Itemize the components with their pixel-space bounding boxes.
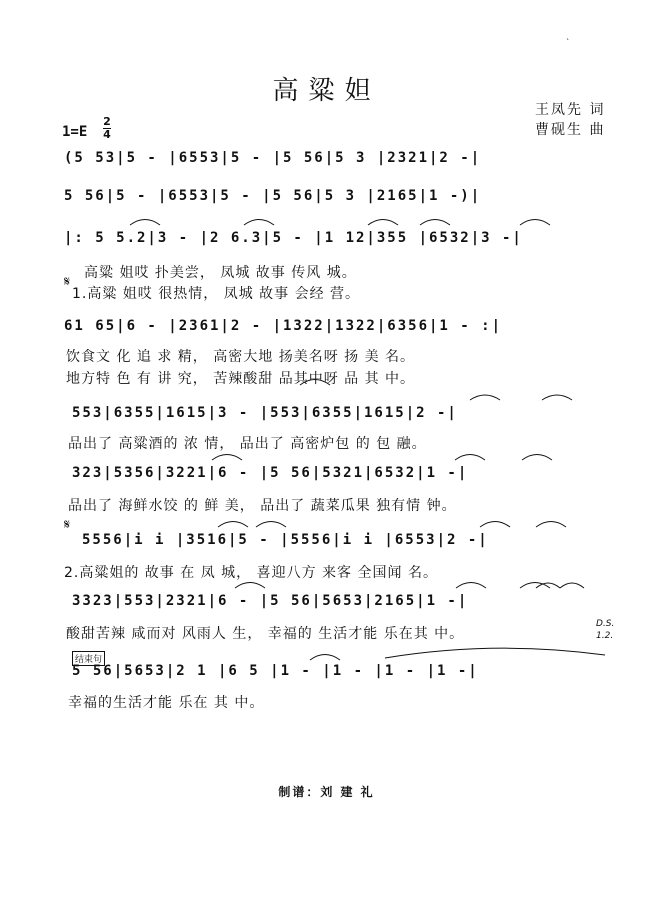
- song-title: 高粱妲: [272, 76, 381, 106]
- lyric-line-6: 品出了 海鲜水饺 的 鲜 美， 品出了 蔬菜瓜果 独有情 钟。: [68, 498, 457, 514]
- lyric-line-3b: 1.高粱 姐哎 很热情， 凤城 故事 会经 营。: [72, 286, 361, 302]
- staff-line-3: |: 5 5.2|3 - |2 6.3|5 - |1 12|355 |6532|3 -|: [64, 230, 523, 246]
- staff-line-6: 323|5356|3221|6 - |5 56|5321|6532|1 -|: [72, 465, 469, 481]
- lyricist-credit: 王凤先 词: [535, 102, 606, 118]
- staff-line-7: 5556|i i |3516|5 - |5556|i i |6553|2 -|: [82, 532, 489, 548]
- time-signature-top: 2: [103, 115, 111, 128]
- key-signature: 1=E: [62, 124, 88, 140]
- lyric-line-4a: 饮食文 化 追 求 精， 高密大地 扬美名呀 扬 美 名。: [66, 349, 416, 365]
- lyric-line-9: 幸福的生活才能 乐在 其 中。: [68, 695, 265, 711]
- corner-mark: `: [566, 38, 570, 47]
- lyric-line-4b: 地方特 色 有 讲 究， 苦辣酸甜 品其中呀 品 其 中。: [66, 371, 416, 387]
- staff-line-8: 3323|553|2321|6 - |5 56|5653|2165|1 -|: [72, 593, 469, 609]
- staff-line-9: 5 56|5653|2 1 |6 5 |1 - |1 - |1 - |1 -|: [72, 663, 479, 679]
- composer-credit: 曹砚生 曲: [535, 122, 606, 138]
- lyric-line-5: 品出了 高粱酒的 浓 情， 品出了 高密炉包 的 包 融。: [68, 436, 427, 452]
- ending-label: 结束句: [72, 651, 105, 666]
- lyric-line-3a: 高粱 姐哎 扑美尝， 凤城 故事 传风 城。: [84, 265, 357, 281]
- time-signature-bottom: 4: [103, 128, 111, 141]
- segno-1: 𝄋: [64, 274, 71, 290]
- staff-line-5: 553|6355|1615|3 - |553|6355|1615|2 -|: [72, 405, 458, 421]
- staff-line-1: (5 53|5 - |6553|5 - |5 56|5 3 |2321|2 -|: [64, 150, 482, 166]
- staff-line-4: 61 65|6 - |2361|2 - |1322|1322|6356|1 - :|: [64, 318, 503, 334]
- lyric-line-7: 2.高粱姐的 故事 在 凤 城， 喜迎八方 来客 全国闻 名。: [64, 565, 438, 581]
- lyric-line-8: 酸甜苦辣 咸而对 风雨人 生， 幸福的 生活才能 乐在其 中。: [66, 626, 465, 642]
- staff-line-2: 5 56|5 - |6553|5 - |5 56|5 3 |2165|1 -)|: [64, 188, 482, 204]
- ds-mark: D.S. 1.2.: [596, 619, 615, 641]
- footer-credit: 制谱：刘 建 礼: [278, 785, 375, 799]
- segno-2: 𝄋: [64, 517, 71, 533]
